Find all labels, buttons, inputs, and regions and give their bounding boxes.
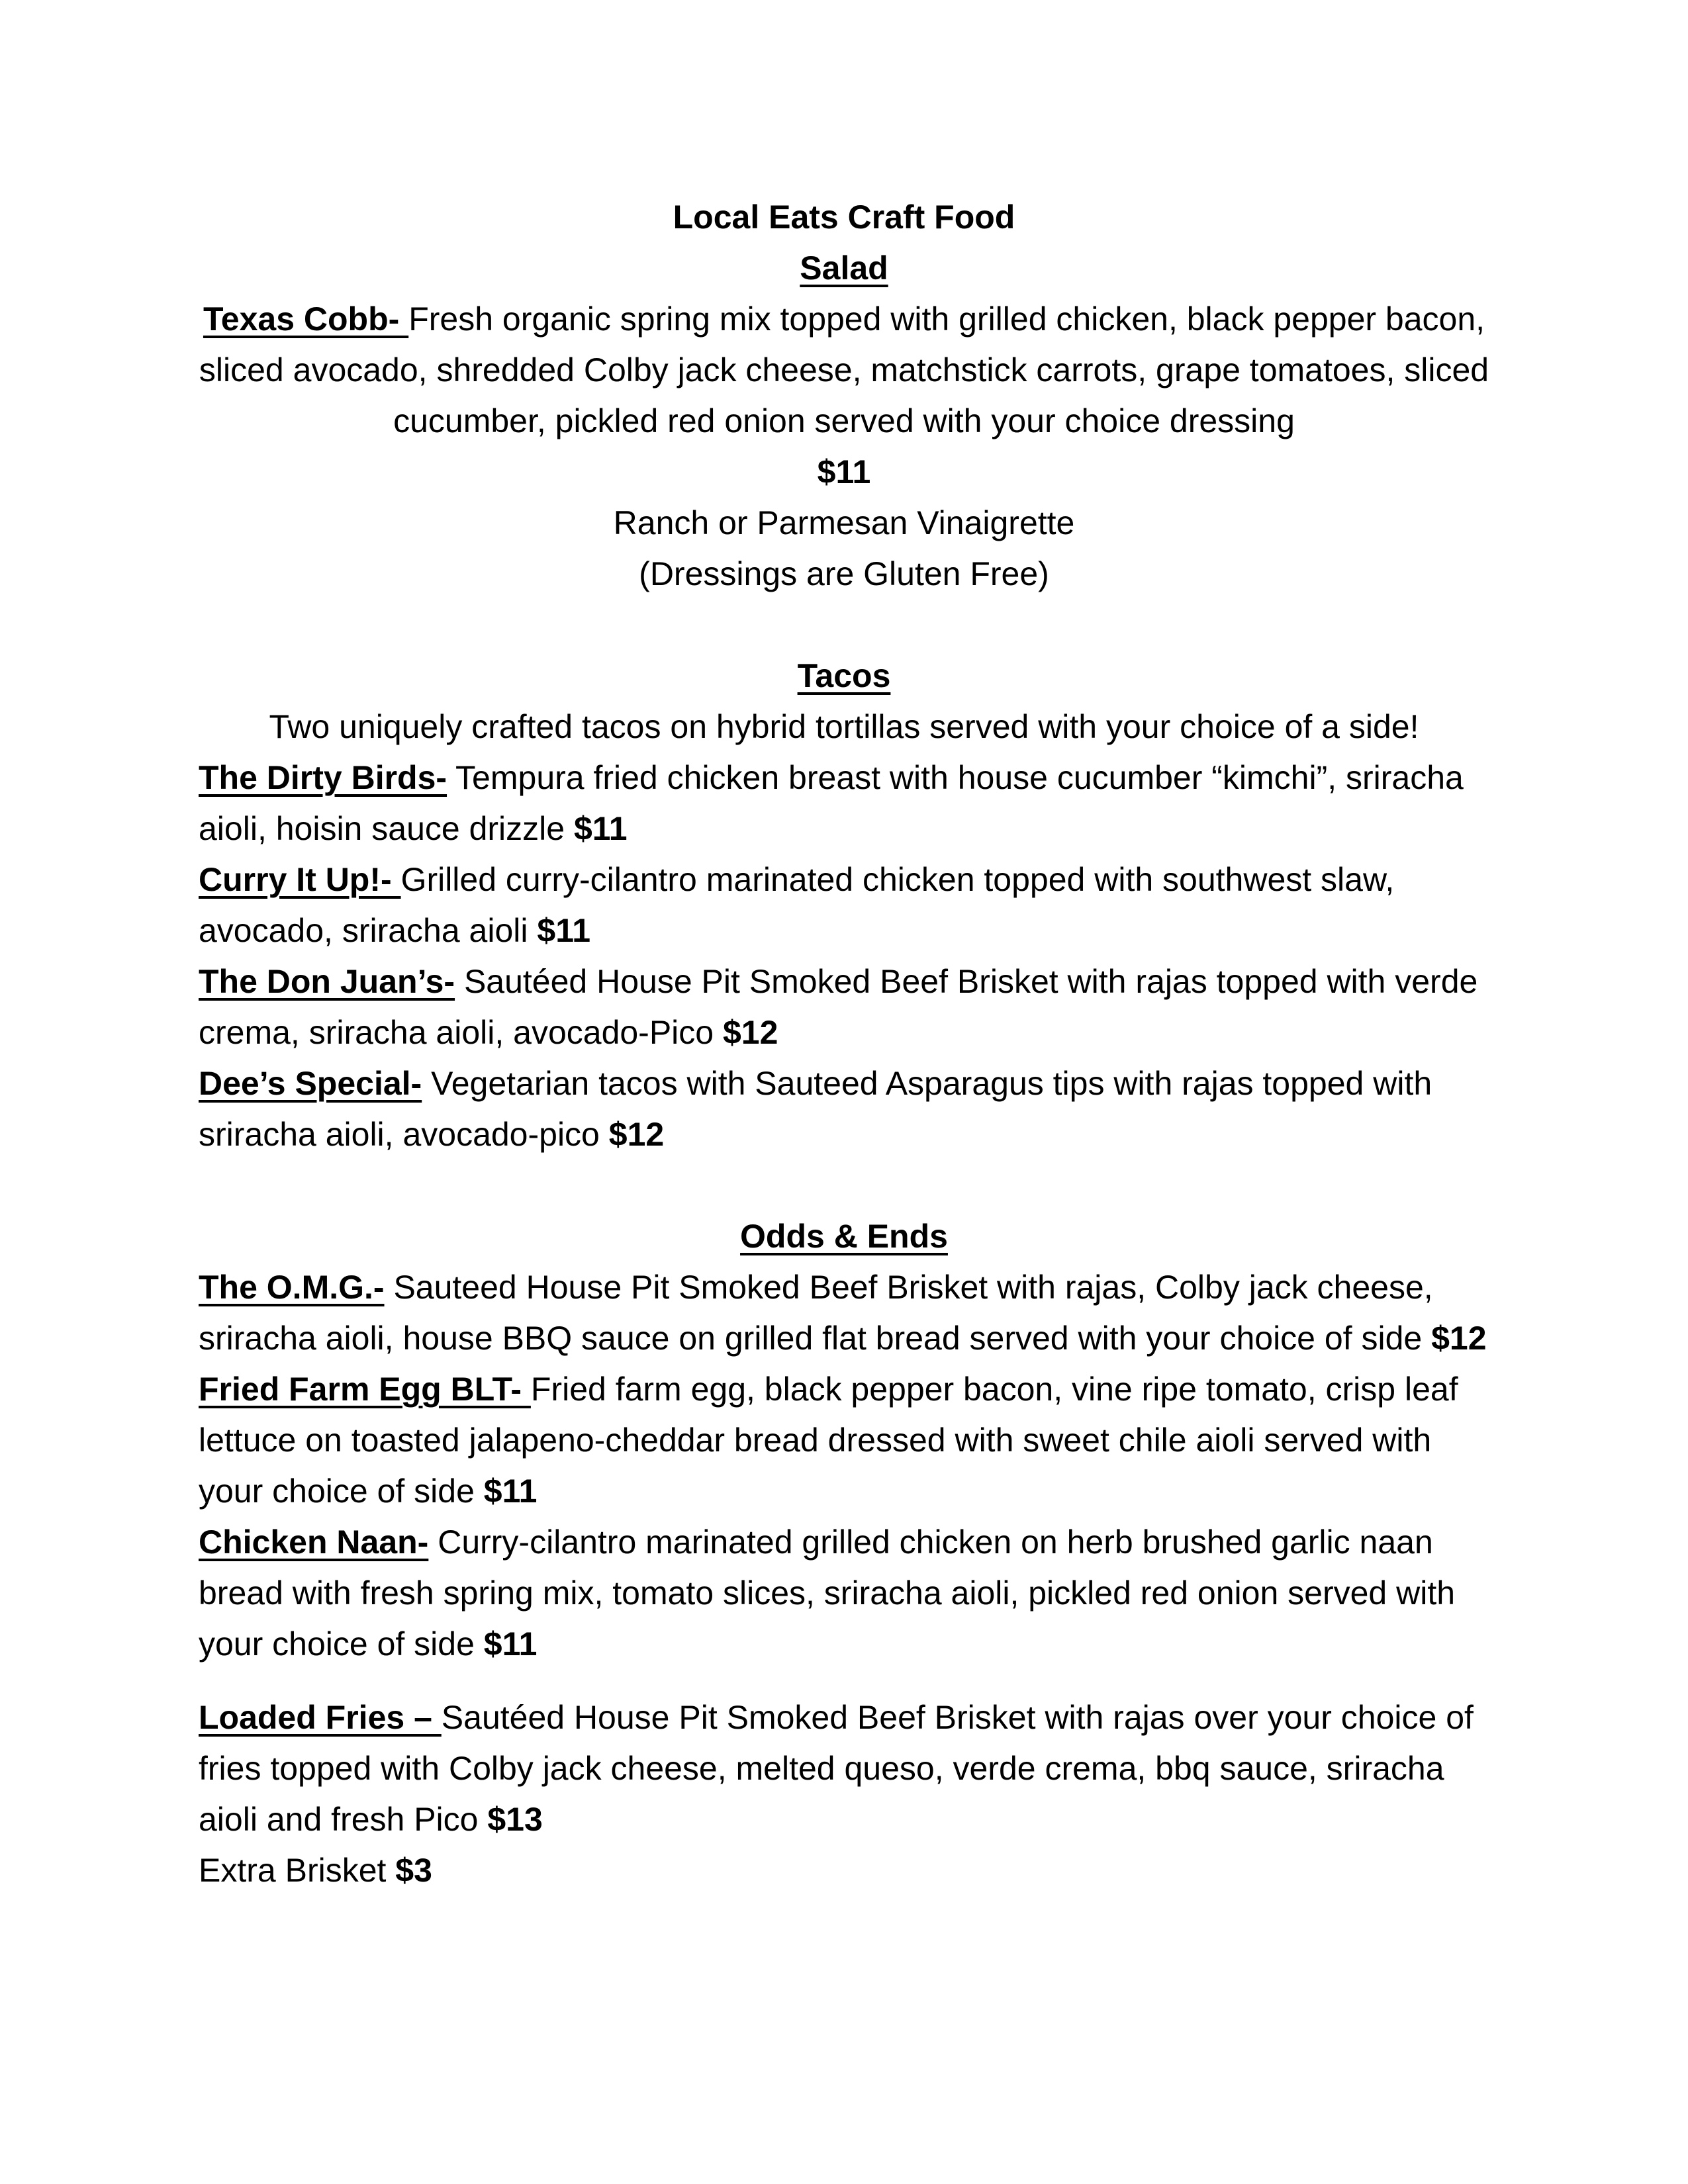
menu-item-description: Sautéed House Pit Smoked Beef Brisket with rajas topped with verde crema, sriracha aioli, avocado-Pico <box>199 963 1478 1051</box>
menu-item <box>199 1262 1489 1364</box>
odds-heading-line <box>199 1211 1489 1262</box>
menu-item-price: $11 <box>483 1625 538 1662</box>
loaded-fries-description: Sautéed House Pit Smoked Beef Brisket with rajas over your choice of fries topped with Colby jack cheese, melted queso, verde crema, bbq sauce, sriracha aioli and fresh Pico <box>199 1699 1474 1838</box>
menu-item <box>199 1364 1489 1517</box>
menu-item-price: $12 <box>723 1014 778 1051</box>
menu-item-description: Sauteed House Pit Smoked Beef Brisket with rajas, Colby jack cheese, sriracha aioli, house BBQ sauce on grilled flat bread served with your choice of side <box>199 1269 1433 1357</box>
menu-item-name: Curry It Up!- <box>199 861 401 898</box>
menu-item-description: Grilled curry-cilantro marinated chicken topped with southwest slaw, avocado, sriracha aioli <box>199 861 1395 949</box>
salad-heading-line <box>199 243 1489 294</box>
menu-item-description: Vegetarian tacos with Sauteed Asparagus tips with rajas topped with sriracha aioli, avocado-pico <box>199 1065 1432 1153</box>
menu-item-price: $11 <box>573 810 628 847</box>
tacos-intro: Two uniquely crafted tacos on hybrid tortillas served with your choice of a side! <box>269 708 1419 745</box>
menu-item <box>199 956 1489 1058</box>
menu-item-description: Curry-cilantro marinated grilled chicken on herb brushed garlic naan bread with fresh spring mix, tomato slices, sriracha aioli, pickled red onion served with your choice of side <box>199 1524 1456 1662</box>
menu-item <box>199 1058 1489 1160</box>
loaded-fries-item <box>199 1692 1489 1845</box>
menu-item-name: The O.M.G.- <box>199 1269 385 1306</box>
menu-item <box>199 1517 1489 1670</box>
texas-cobb-name: Texas Cobb- <box>203 300 409 338</box>
salad-heading: Salad <box>800 250 888 287</box>
menu-item-description: Tempura fried chicken breast with house cucumber “kimchi”, sriracha aioli, hoisin sauce drizzle <box>199 759 1464 847</box>
menu-item-description: Fried farm egg, black pepper bacon, vine ripe tomato, crisp leaf lettuce on toasted jalapeno-cheddar bread dressed with sweet chile aioli served with your choice of side <box>199 1371 1458 1510</box>
odds-heading: Odds & Ends <box>740 1218 948 1255</box>
texas-cobb-price: $11 <box>817 453 871 490</box>
menu-title: Local Eats Craft Food <box>673 199 1015 236</box>
menu-item <box>199 752 1489 854</box>
extra-brisket-label: Extra Brisket <box>199 1852 396 1889</box>
extra-brisket <box>199 1845 1489 1896</box>
menu-item-price: $12 <box>1431 1320 1487 1357</box>
menu-content <box>199 192 1489 1896</box>
section-spacer <box>199 600 1489 651</box>
menu-item-price: $12 <box>608 1116 665 1153</box>
menu-item-price: $11 <box>537 912 591 949</box>
menu-item-price: $11 <box>483 1473 538 1510</box>
loaded-fries-name: Loaded Fries – <box>199 1699 442 1736</box>
tacos-heading-line <box>199 651 1489 702</box>
menu-item-name: Chicken Naan- <box>199 1524 429 1561</box>
tacos-heading: Tacos <box>797 657 891 694</box>
dressing-note: (Dressings are Gluten Free) <box>639 555 1049 592</box>
item-spacer <box>199 1670 1489 1692</box>
texas-cobb-item <box>199 294 1489 447</box>
loaded-fries-price: $13 <box>487 1801 543 1838</box>
texas-cobb-description: Fresh organic spring mix topped with grilled chicken, black pepper bacon, sliced avocado, shredded Colby jack cheese, matchstick carrots, grape tomatoes, sliced cucumber, pickled red onion served with your choice dressing <box>199 300 1489 439</box>
menu-item <box>199 854 1489 956</box>
extra-brisket-price: $3 <box>395 1852 432 1889</box>
menu-item-name: Dee’s Special- <box>199 1065 422 1102</box>
section-spacer <box>199 1160 1489 1211</box>
menu-item-name: The Dirty Birds- <box>199 759 447 796</box>
menu-item-name: The Don Juan’s- <box>199 963 455 1000</box>
dressing-options: Ranch or Parmesan Vinaigrette <box>613 504 1075 541</box>
menu-item-name: Fried Farm Egg BLT- <box>199 1371 531 1408</box>
